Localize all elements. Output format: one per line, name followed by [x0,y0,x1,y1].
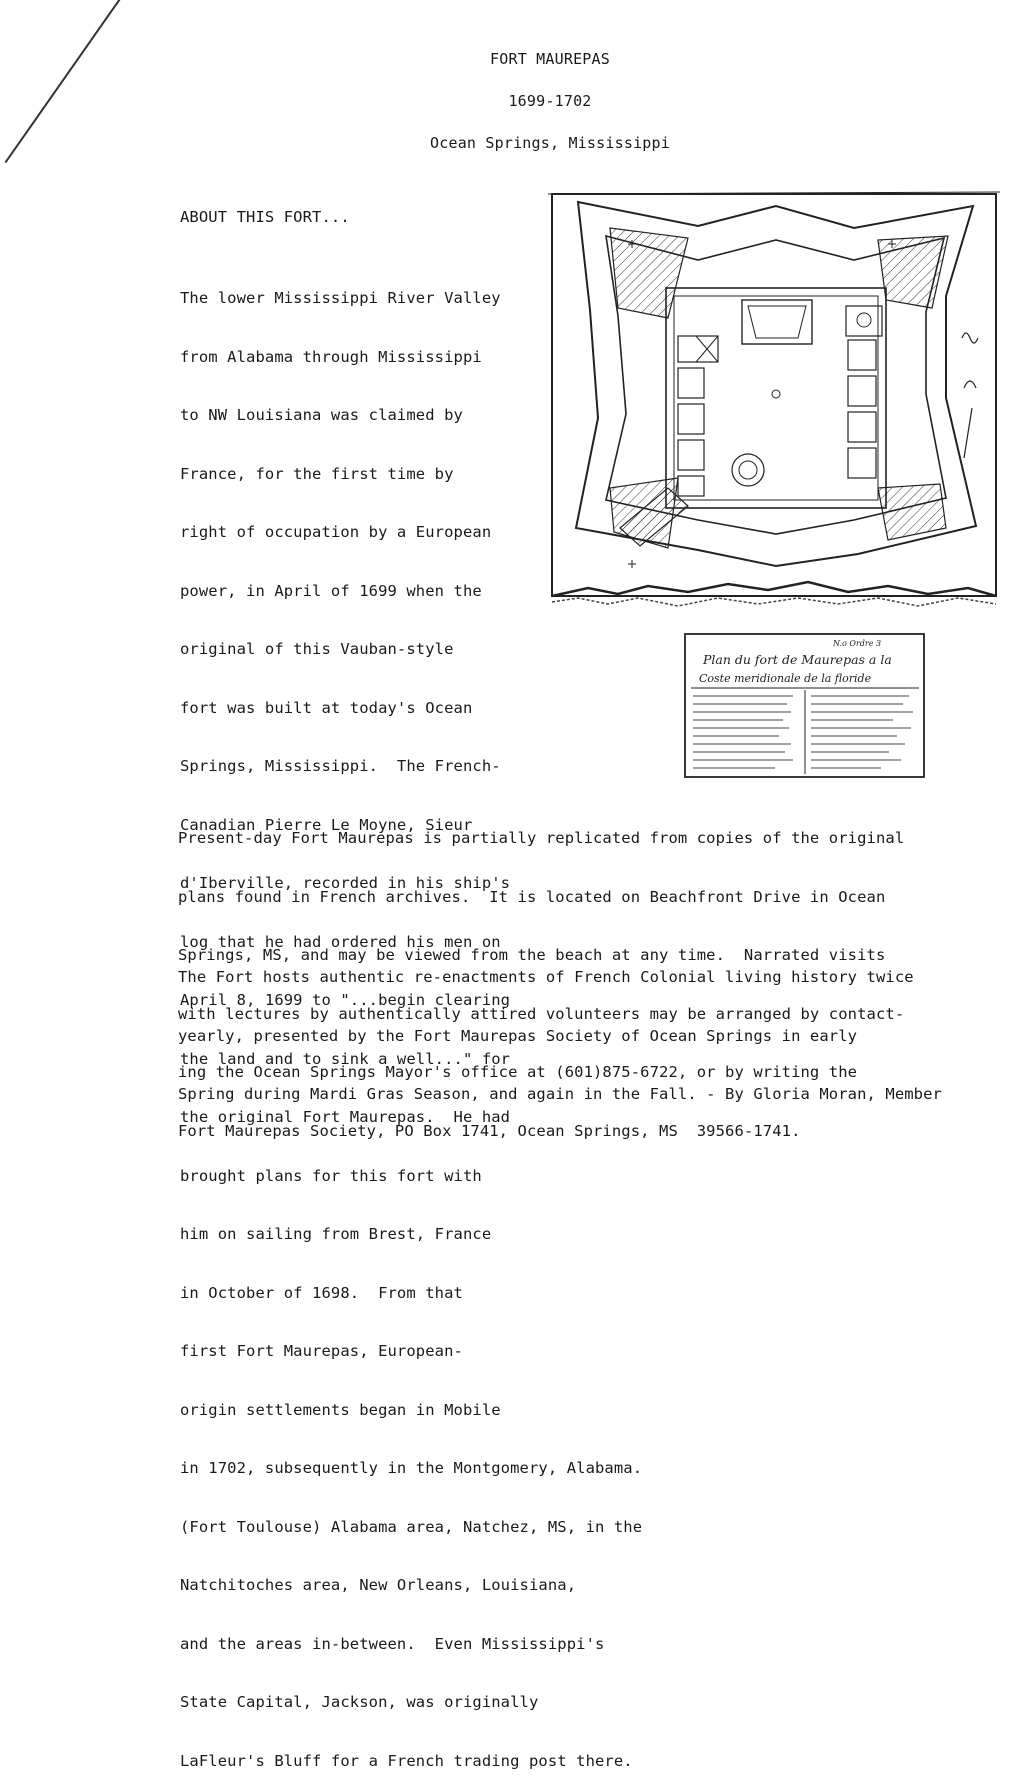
text-line: right of occupation by a European [180,523,492,541]
text-line: plans found in French archives. It is located on Beachfront Drive in Ocean [178,887,886,906]
text-line: him on sailing from Brest, France [180,1225,492,1243]
text-line: Springs, Mississippi. The French- [180,757,501,775]
reenactment-paragraph [178,929,942,1124]
text-line: fort was built at today's Ocean [180,698,473,717]
text-line: April 8, 1699 to "...begin clearing [180,991,511,1009]
text-line: LaFleur's Bluff for a French trading post there. [180,1751,633,1770]
text-line: with lectures by authentically attired volunteers may be arranged by contact- [178,1004,905,1023]
date-range: 1699-1702 [508,92,592,110]
text-line: to NW Louisiana was claimed by [180,406,463,424]
text-line: the land and to sink a well..." for [180,1049,511,1068]
legend-title: Plan du fort de Maurepas a la [703,652,892,667]
text-line: log that he had ordered his men on [180,932,501,951]
text-line: State Capital, Jackson, was originally [180,1693,539,1711]
page-title: FORT MAUREPAS [490,50,610,68]
text-line: Spring during Mardi Gras Season, and again in the Fall. - By Gloria Moran, Member [178,1085,942,1103]
text-line: (Fort Toulouse) Alabama area, Natchez, MS, in the [180,1517,643,1536]
text-line: yearly, presented by the Fort Maurepas Society of Ocean Springs in early [178,1026,858,1045]
text-line: Present-day Fort Maurepas is partially replicated from copies of the original [178,829,905,847]
text-line: d'Iberville, recorded in his ship's [180,874,511,892]
text-line: The lower Mississippi River Valley [180,289,501,307]
fort-plan-illustration [548,188,1000,616]
text-line: in October of 1698. From that [180,1283,463,1302]
legend-number: N.o Ordre 3 [833,639,882,648]
location-subtitle: Ocean Springs, Mississippi [430,134,670,152]
text-line: France, for the first time by [180,464,454,483]
section-heading: ABOUT THIS FORT... [180,208,350,226]
plan-legend [683,632,926,779]
text-line: Springs, MS, and may be viewed from the beach at any time. Narrated visits [178,946,886,964]
text-line: first Fort Maurepas, European- [180,1342,463,1360]
text-line: from Alabama through Mississippi [180,347,482,366]
legend-subtitle: Coste meridionale de la floride [699,672,872,685]
text-line: origin settlements began in Mobile [180,1400,501,1419]
text-line: Natchitoches area, New Orleans, Louisiana, [180,1576,577,1594]
text-line: brought plans for this fort with [180,1166,482,1185]
text-line: and the areas in-between. Even Mississippi's [180,1634,605,1653]
text-line: in 1702, subsequently in the Montgomery, Alabama. [180,1459,643,1477]
text-line: the original Fort Maurepas. He had [180,1108,511,1126]
text-line: power, in April of 1699 when the [180,581,482,600]
text-line: ing the Ocean Springs Mayor's office at (601)875-6722, or by writing the [178,1063,858,1081]
text-line: Fort Maurepas Society, PO Box 1741, Ocean Springs, MS 39566-1741. [178,1121,801,1140]
text-line: The Fort hosts authentic re-enactments of French Colonial living history twice [178,968,914,986]
text-line: original of this Vauban-style [180,640,454,658]
text-line: Canadian Pierre Le Moyne, Sieur [180,815,473,834]
